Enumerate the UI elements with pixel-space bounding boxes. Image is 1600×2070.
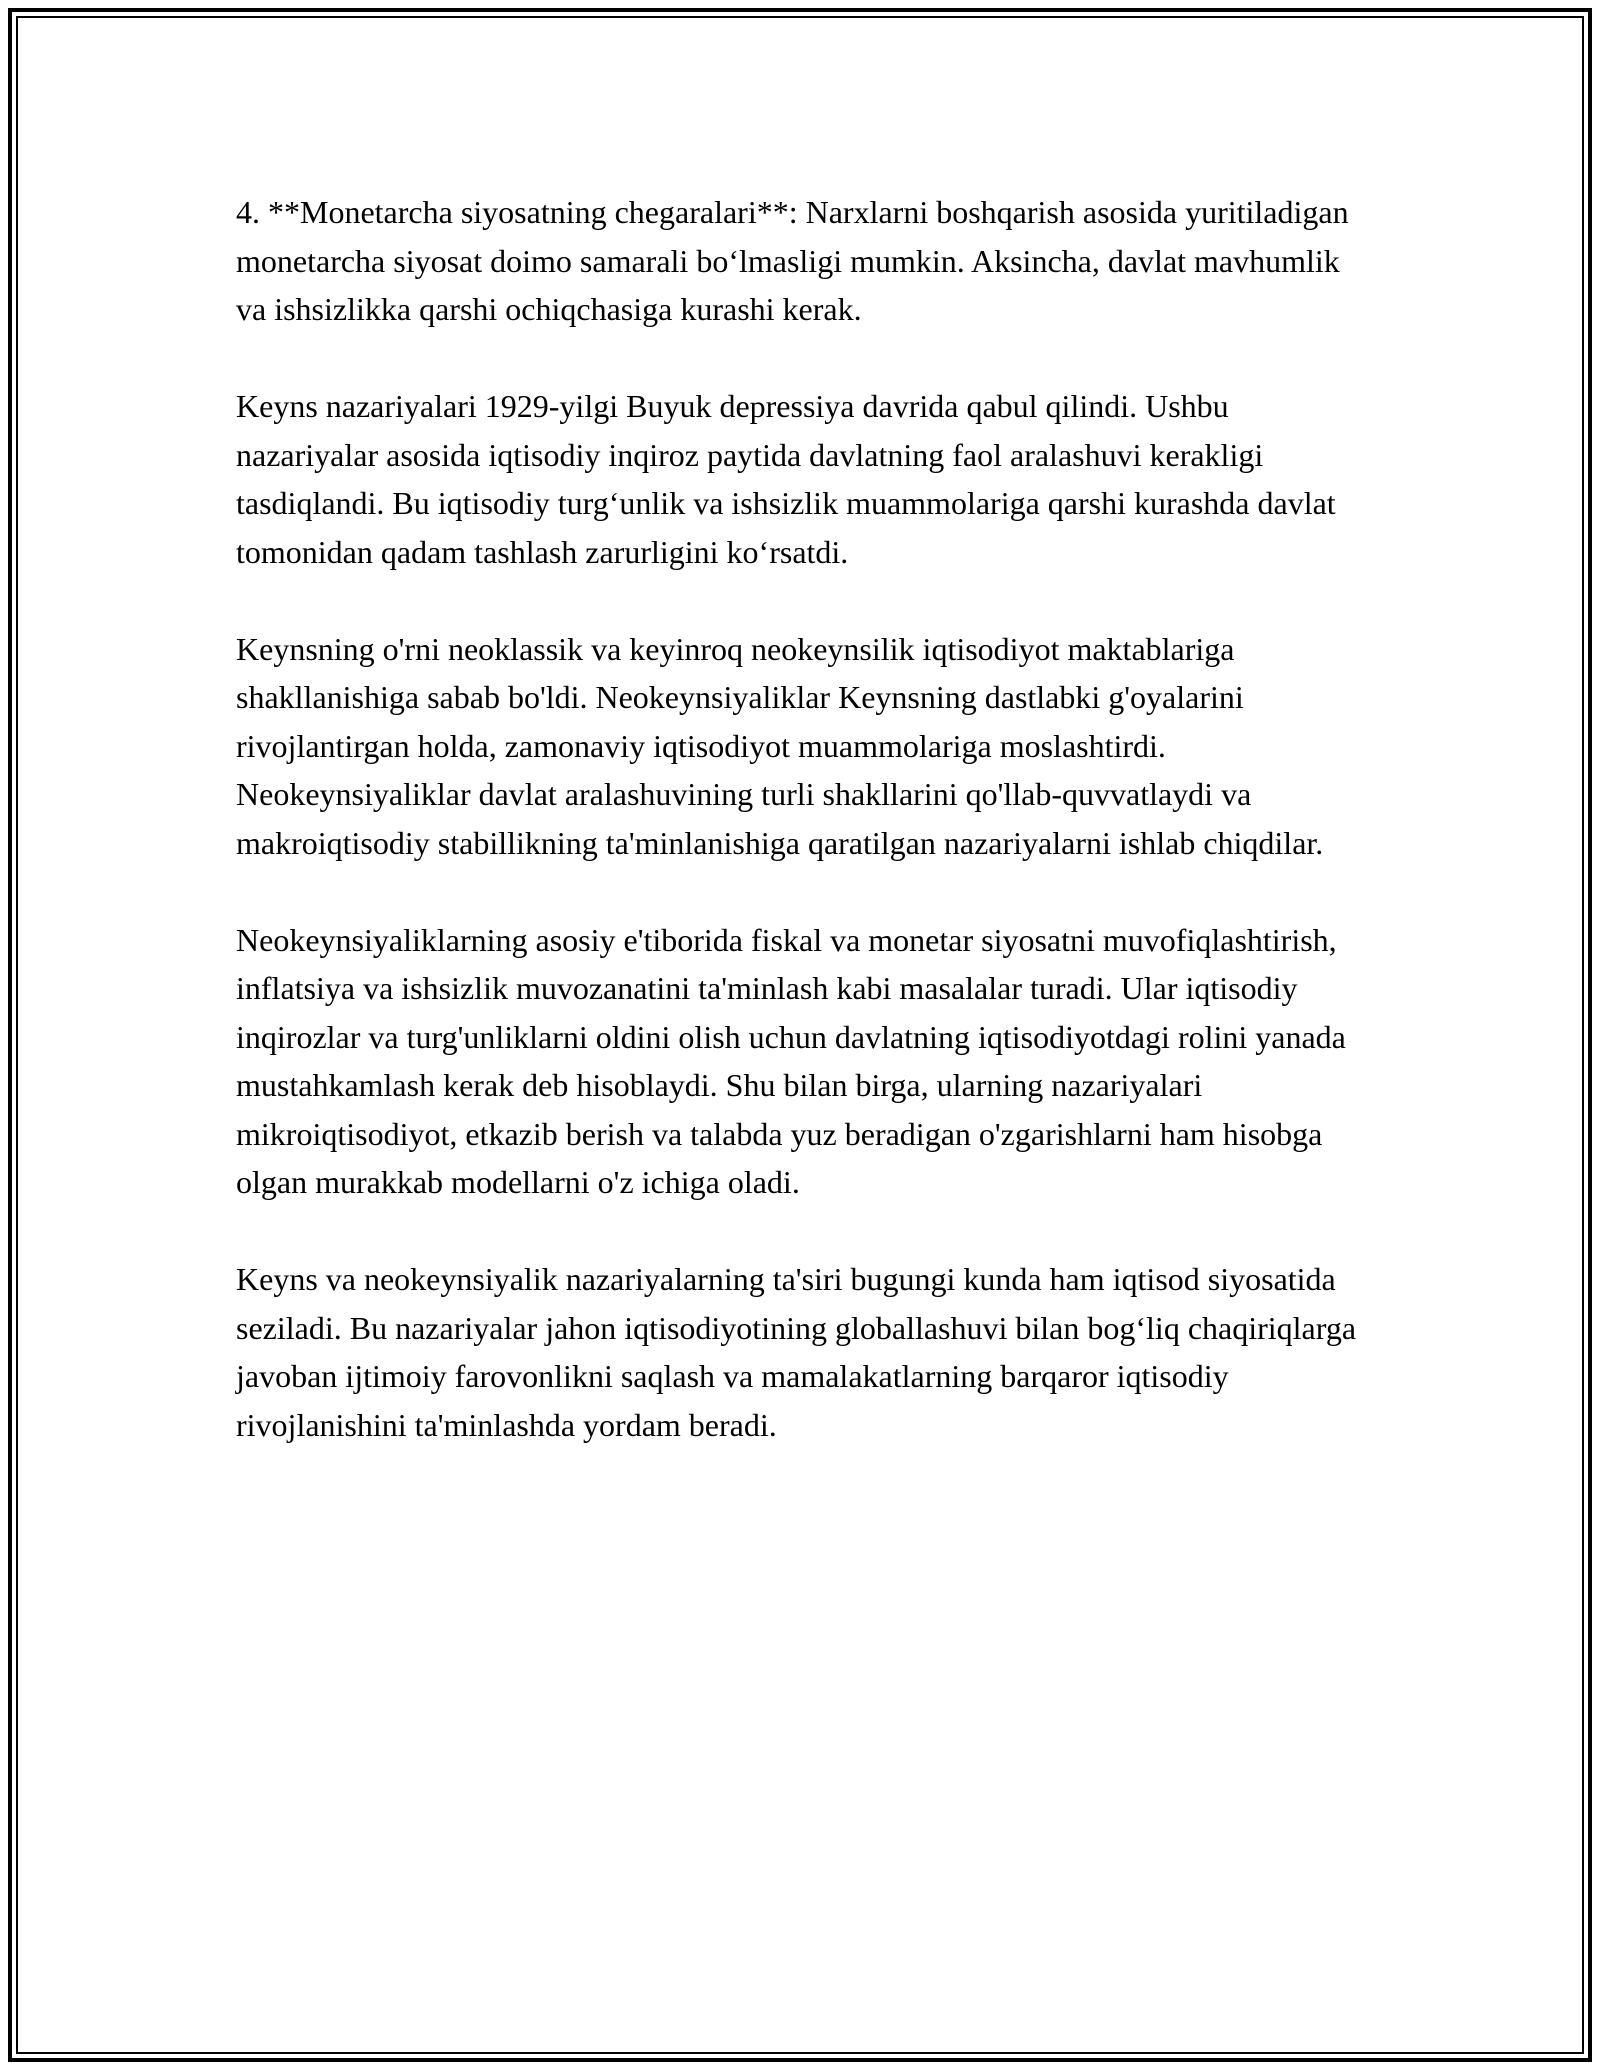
- document-body: [236, 188, 1376, 1498]
- paragraph-modern-influence: Keyns va neokeynsiyalik nazariyalarning ta'siri bugungi kunda ham iqtisod siyosatida seziladi. Bu nazariyalar jahon iqtisodiyotining globallashuvi bilan bog‘liq chaqiriqlarga javoban ijtimoiy farovonlikni saqlash va mamalakatlarning barqaror iqtisodiy rivojlanishini ta'minlashda yordam beradi.: [236, 1261, 1357, 1443]
- paragraph-neokeynesian-schools: Keynsning o'rni neoklassik va keyinroq neokeynsilik iqtisodiyot maktablariga shakllanishiga sabab bo'ldi. Neokeynsiyaliklar Keynsning dastlabki g'oyalarini rivojlantirgan holda, zamonaviy iqtisodiyot muammolariga moslashtirdi. Neokeynsiyaliklar davlat aralashuvining turli shakllarini qo'llab-quvvatlaydi va makroiqtisodiy stabillikning ta'minlanishiga qaratilgan nazariyalarni ishlab chiqdilar.: [236, 630, 1324, 861]
- paragraph-monetary-policy-limits: 4. **Monetarcha siyosatning chegaralari**: Narxlarni boshqarish asosida yuritiladigan monetarcha siyosat doimo samarali bo‘lmasligi mumkin. Aksincha, davlat mavhumlik va ishsizlikka qarshi ochiqchasiga kurashi kerak.: [236, 194, 1349, 327]
- paragraph-great-depression: Keyns nazariyalari 1929-yilgi Buyuk depressiya davrida qabul qilindi. Ushbu nazariyalar asosida iqtisodiy inqiroz paytida davlatning faol aralashuvi kerakligi tasdiqlandi. Bu iqtisodiy turg‘unlik va ishsizlik muammolariga qarshi kurashda davlat tomonidan qadam tashlash zarurligini ko‘rsatdi.: [236, 388, 1336, 570]
- paragraph-neokeynesian-focus: Neokeynsiyaliklarning asosiy e'tiborida fiskal va monetar siyosatni muvofiqlashtirish, inflatsiya va ishsizlik muvozanatini ta'minlash kabi masalalar turadi. Ular iqtisodiy inqirozlar va turg'unliklarni oldini olish uchun davlatning iqtisodiyotdagi rolini yanada mustahkamlash kerak deb hisoblaydi. Shu bilan birga, ularning nazariyalari mikroiqtisodiyot, etkazib berish va talabda yuz beradigan o'zgarishlarni ham hisobga olgan murakkab modellarni o'z ichiga oladi.: [236, 921, 1346, 1200]
